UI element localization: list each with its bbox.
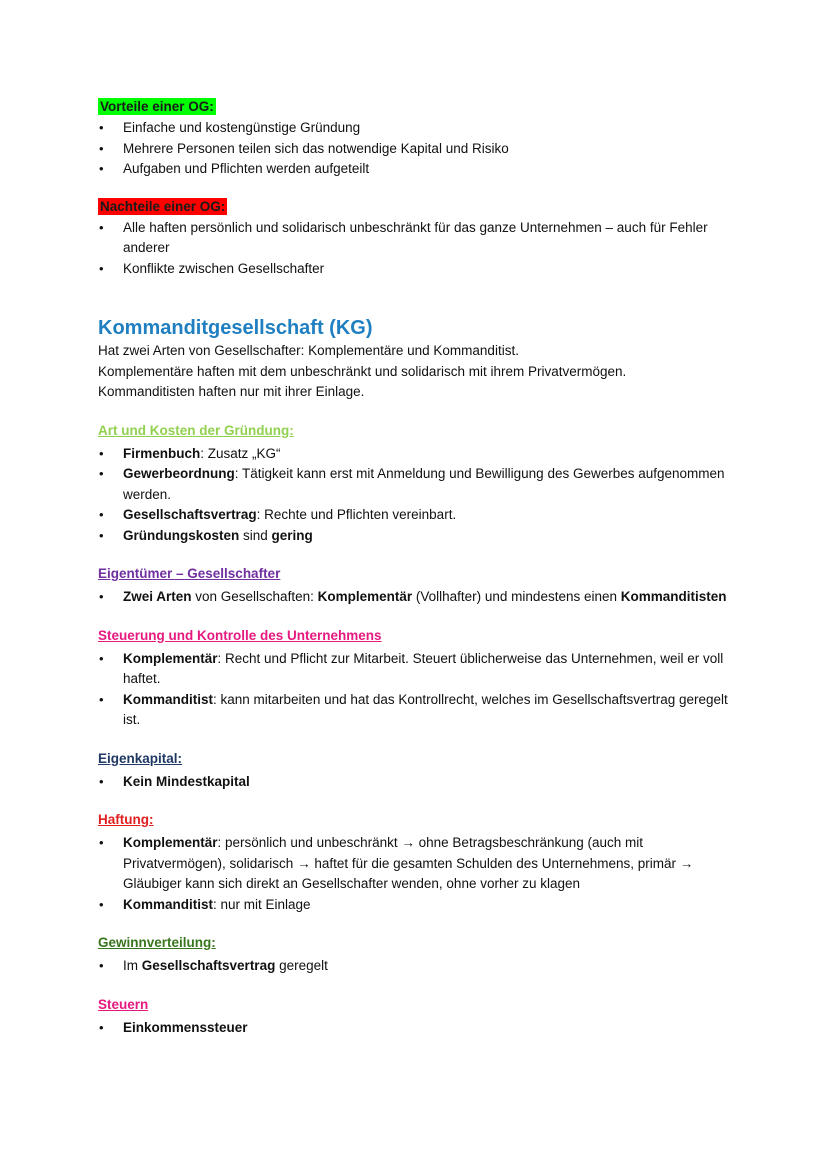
bullet: • (99, 466, 104, 481)
list-item: • Gründungskosten sind gering (98, 526, 738, 547)
gruendung-section (98, 421, 738, 547)
steuerung-section (98, 626, 738, 731)
bullet: • (99, 219, 104, 235)
kg-title: Kommanditgesellschaft (KG) (98, 317, 373, 339)
bullet: • (99, 527, 104, 543)
bullet: • (99, 445, 104, 461)
eigenkapital-list (98, 772, 738, 793)
bullet: • (99, 1019, 104, 1035)
haftung-list (98, 833, 738, 915)
bullet: • (99, 589, 104, 604)
intro-line: Kommanditisten haften nur mit ihrer Einlage. (98, 384, 365, 399)
list-item: • Konflikte zwischen Gesellschafter (98, 259, 738, 280)
list-item: • Zwei Arten von Gesellschaften: Komplementär (Vollhafter) und mindestens einen Kommanditisten (98, 587, 738, 608)
og-advantages-section (98, 98, 738, 180)
gruendung-heading: Art und Kosten der Gründung: (98, 422, 294, 438)
gewinn-section (98, 933, 738, 977)
list-item: • Gesellschaftsvertrag: Rechte und Pflichten vereinbart. (98, 505, 738, 526)
og-disadvantages-list (98, 218, 738, 280)
list-item: • Einkommenssteuer (98, 1018, 738, 1039)
steuern-section (98, 995, 738, 1039)
list-item: • Einfache und kostengünstige Gründung (98, 118, 738, 139)
gruendung-list (98, 444, 738, 547)
bullet: • (99, 958, 104, 973)
bullet: • (99, 691, 104, 707)
og-disadvantages-heading: Nachteile einer OG: (100, 198, 226, 214)
gewinn-list (98, 956, 738, 977)
list-item: • Aufgaben und Pflichten werden aufgeteilt (98, 159, 738, 180)
eigenkapital-section (98, 749, 738, 793)
list-item: • Kommanditist: kann mitarbeiten und hat das Kontrollrecht, welches im Gesellschaftsvertrag geregelt ist. (99, 691, 728, 727)
bullet: • (99, 507, 104, 522)
bullet: • (99, 161, 104, 176)
bullet: • (99, 896, 104, 912)
list-item: • Im Gesellschaftsvertrag geregelt (98, 956, 738, 977)
list-item: • Alle haften persönlich und solidarisch unbeschränkt für das ganze Unternehmen – auch für Fehler anderer (99, 219, 708, 255)
list-item: • Gewerbeordnung: Tätigkeit kann erst mit Anmeldung und Bewilligung des Gewerbes aufgenommen werden. (99, 466, 725, 502)
list-item: • Mehrere Personen teilen sich das notwendige Kapital und Risiko (98, 139, 738, 160)
eigenkapital-heading: Eigenkapital: (98, 750, 183, 766)
steuern-heading: Steuern (98, 996, 149, 1012)
list-item: • Kommanditist: nur mit Einlage (98, 895, 738, 916)
list-item: • Komplementär: persönlich und unbeschränkt → ohne Betragsbeschränkung (auch mit Privatvermögen), solidarisch → haftet für die gesamten Schulden des Unternehmens, primär → Gläubiger kann sich direkt an Gesellschafter wenden, ohne vorher zu klagen (99, 835, 694, 891)
bullet: • (99, 120, 104, 135)
eigentuemer-heading: Eigentümer – Gesellschafter (98, 566, 281, 581)
steuerung-heading: Steuerung und Kontrolle des Unternehmens (98, 627, 382, 643)
kg-intro (98, 341, 738, 403)
list-item: • Komplementär: Recht und Pflicht zur Mitarbeit. Steuert üblicherweise das Unternehmen, weil er voll haftet. (99, 650, 724, 686)
bullet: • (99, 650, 104, 666)
steuerung-list (98, 649, 738, 731)
intro-line: Komplementäre haften mit dem unbeschränkt und solidarisch mit ihrem Privatvermögen. (98, 363, 627, 379)
eigentuemer-list (98, 587, 738, 608)
bullet: • (99, 773, 104, 789)
document-content (98, 98, 738, 1038)
eigentuemer-section (98, 564, 738, 608)
steuern-list (98, 1018, 738, 1039)
bullet: • (99, 260, 104, 276)
og-advantages-list (98, 118, 738, 180)
list-item: • Kein Mindestkapital (98, 772, 738, 793)
bullet: • (99, 140, 104, 156)
og-disadvantages-section (98, 198, 738, 280)
gewinn-heading: Gewinnverteilung: (98, 935, 216, 950)
og-advantages-heading: Vorteile einer OG: (100, 99, 214, 114)
list-item: • Firmenbuch: Zusatz „KG“ (98, 444, 738, 465)
intro-line: Hat zwei Arten von Gesellschafter: Komplementäre und Kommanditist. (98, 343, 519, 358)
haftung-heading: Haftung: (98, 812, 154, 827)
bullet: • (99, 835, 104, 850)
haftung-section (98, 810, 738, 915)
